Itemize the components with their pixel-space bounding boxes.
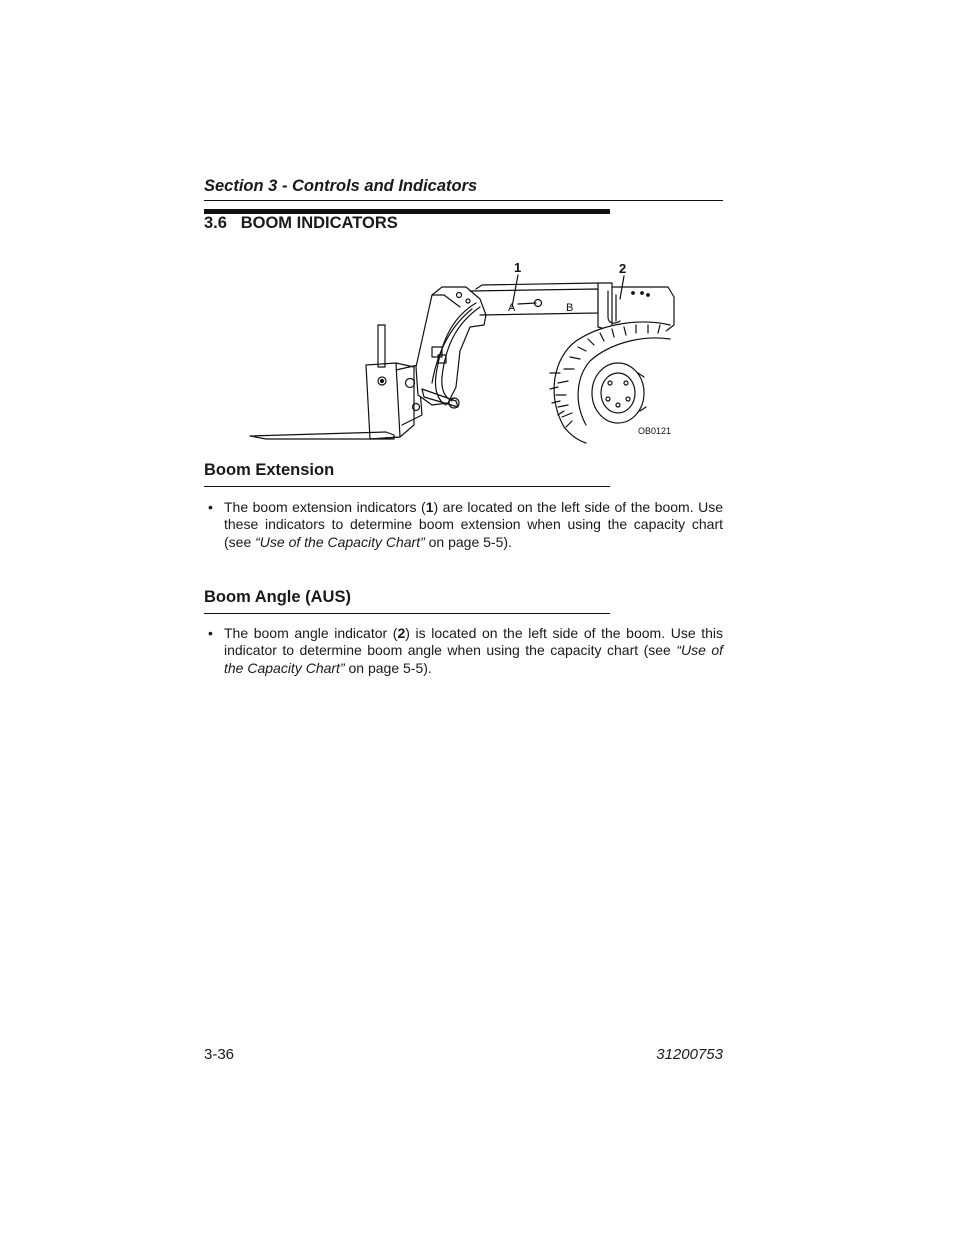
boom-front-section [416, 287, 486, 405]
boom-main-tube [470, 289, 598, 315]
indicator-label-b: B [566, 302, 574, 314]
boom-indicators-figure [246, 255, 686, 450]
boom-extension-text: The boom extension indicators (1) are located on the left side of the boom. Use these indicators to determine boom extension when using the capacity chart (see “Use of the Capacity Chart” on page 5-5). [224, 499, 723, 550]
document-number: 31200753 [656, 1046, 723, 1063]
page-number: 3-36 [204, 1046, 235, 1063]
section-number: 3.6 [204, 214, 227, 232]
boom-angle-rule [204, 613, 610, 614]
figure-id: OB0121 [638, 426, 672, 436]
capacity-chart-reference: “Use of the Capacity Chart” [224, 642, 724, 676]
fork-tine [250, 432, 394, 439]
bullet-dot: • [208, 499, 213, 515]
callout-ref-2: 2 [397, 625, 406, 641]
callout-label-1: 1 [514, 260, 522, 275]
fork-carriage [366, 363, 400, 439]
callout-label-2: 2 [619, 261, 627, 276]
section-header: Section 3 - Controls and Indicators [204, 177, 478, 195]
fork-backrest [378, 325, 385, 367]
bullet-dot: • [208, 625, 213, 641]
boom-angle-text: The boom angle indicator (2) is located on the left side of the boom. Use this indicator to determine boom angle when using the capacity chart (see “Use of the Capacity Chart” on page 5-5). [224, 625, 724, 676]
wheel-hub [592, 363, 644, 423]
section-title-text: BOOM INDICATORS [240, 214, 398, 232]
boom-angle-bullet [204, 625, 723, 677]
boom-extension-rule [204, 486, 610, 487]
section-title [204, 214, 398, 233]
boom-angle-heading: Boom Angle (AUS) [204, 588, 351, 606]
boom-extension-heading: Boom Extension [204, 461, 335, 479]
callout-ref-1: 1 [425, 499, 434, 515]
header-rule [204, 200, 723, 201]
indicator-label-a: A [508, 302, 516, 314]
boom-illustration [246, 255, 686, 450]
capacity-chart-reference: “Use of the Capacity Chart” [255, 533, 425, 550]
boom-extension-bullet [204, 499, 723, 551]
extension-indicator-slot [518, 303, 536, 304]
